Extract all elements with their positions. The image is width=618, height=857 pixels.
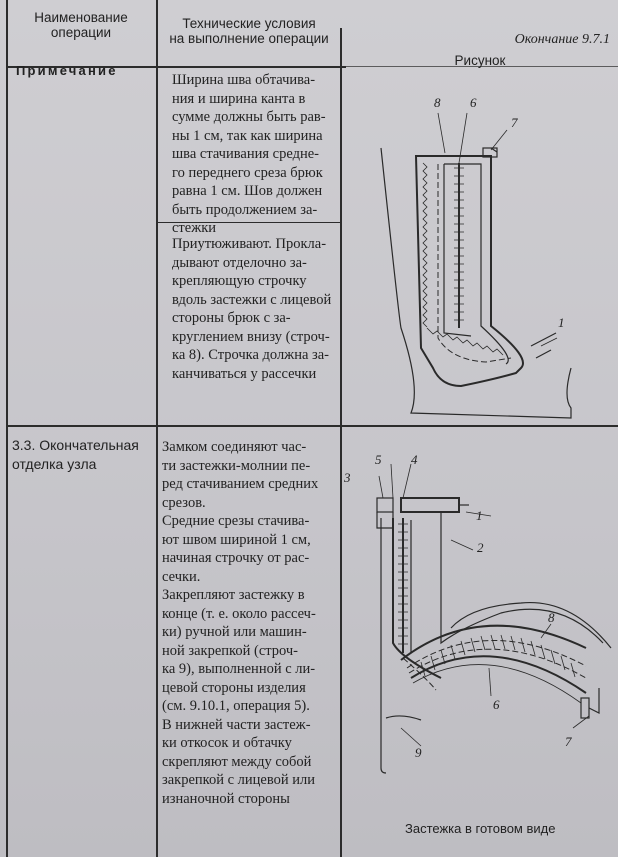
row2-operation: 3.3. Окончательная отделка узла <box>12 437 139 472</box>
row2-label-9: 9 <box>415 745 422 760</box>
row2-label-6: 6 <box>493 697 500 712</box>
row-divider-2 <box>6 425 618 427</box>
row1-conditions-2: Приутюживают. Прокла- дывают отделочно за- крепляющую строчку вдоль застежки с лицевой стороны брюк с за- круглением внизу (строч- ка 8). Строчка должна за- канчиваться у рассечки <box>172 236 332 382</box>
row2-label-3: 3 <box>344 470 351 485</box>
header-technical-conditions: Технические условия на выполнение операции <box>169 16 329 46</box>
row2-conditions: Замком соединяют час- ти застежки-молнии пе- ред стачиванием средних срезов. Средние срезы стачива- ют швом шириной 1 см, начиная строчку от рас- сечки. Закрепляют застежку в конце (т. е. около рассеч- ки) ручной или машин- ной закрепкой (строч- ка 9), выполненной с ли- цевой стороны изделия (см. 9.10.1, операция 5). В нижней части застеж- ки откосок и обтачку скрепляют между собой закрепкой с лицевой или изнаночной стороны <box>162 439 319 807</box>
row2-label-8: 8 <box>548 610 555 625</box>
header-figure: Рисунок <box>454 53 506 68</box>
zipper-teeth <box>454 163 464 328</box>
row2-label-2: 2 <box>477 540 484 555</box>
row1-operation: Примечание <box>16 63 118 78</box>
row1-label-8: 8 <box>434 95 441 110</box>
table-border-left <box>6 0 8 857</box>
row2-label-1: 1 <box>476 508 483 523</box>
row1-label-1: 1 <box>558 315 565 330</box>
zipper-teeth-2 <box>398 518 408 653</box>
header-continuation: Окончание 9.7.1 <box>514 32 610 47</box>
row2-figure <box>341 428 617 856</box>
row2-figure-caption: Застежка в готовом виде <box>405 821 556 836</box>
row2-label-7: 7 <box>565 734 572 749</box>
column-divider-1 <box>156 0 158 857</box>
row1-figure <box>341 68 617 424</box>
header-operation-name: Наименование операции <box>34 10 128 40</box>
row2-label-4: 4 <box>411 452 418 467</box>
row1-conditions: Ширина шва обтачива- ния и ширина канта в сумме должны быть рав- ны 1 см, так как ширина шва стачивания средне- го переднего среза брюк равна 1 см. Шов должен быть продолжением за- стежки <box>172 72 326 236</box>
row1-label-6: 6 <box>470 95 477 110</box>
row2-label-5: 5 <box>375 452 382 467</box>
row1-label-7: 7 <box>511 115 518 130</box>
